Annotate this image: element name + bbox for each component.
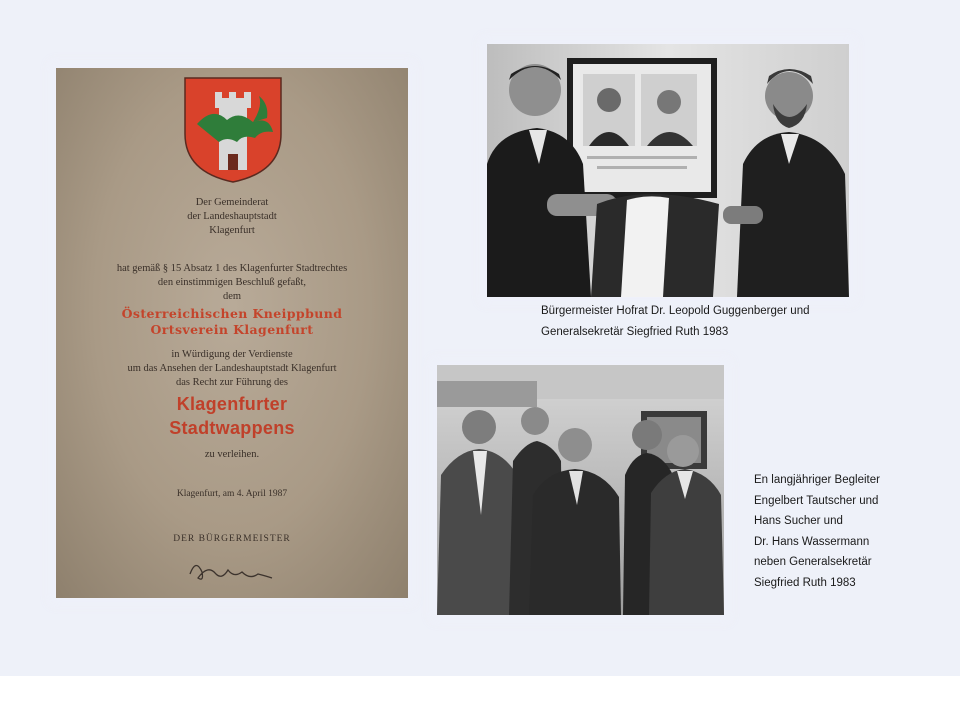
caption-bottom-line-2: Engelbert Tautscher und bbox=[754, 494, 879, 507]
cert-line-4: hat gemäß § 15 Absatz 1 des Klagenfurter Stadtrechtes bbox=[116, 263, 348, 274]
cert-line-2: der Landeshauptstadt bbox=[187, 211, 277, 222]
cert-line-5: den einstimmigen Beschluß gefaßt, bbox=[157, 277, 307, 288]
signature-icon bbox=[186, 556, 276, 586]
cert-mayor-label: DER BÜRGERMEISTER bbox=[173, 534, 291, 544]
cert-line-1: Der Gemeinderat bbox=[195, 197, 269, 208]
cert-line-11: das Recht zur Führung des bbox=[176, 377, 288, 388]
cert-title-line-1: Klagenfurter bbox=[176, 394, 288, 414]
cert-line-3: Klagenfurt bbox=[209, 225, 255, 236]
cert-date: Klagenfurt, am 4. April 1987 bbox=[176, 489, 288, 499]
caption-bottom-line-1: En langjähriger Begleiter bbox=[754, 474, 880, 486]
caption-top-line-2: Generalsekretär Siegfried Ruth 1983 bbox=[541, 326, 729, 338]
photo-mayor-handover bbox=[487, 44, 849, 297]
coat-of-arms-icon bbox=[183, 76, 283, 184]
caption-bottom-line-6: Siegfried Ruth 1983 bbox=[754, 576, 856, 589]
caption-bottom bbox=[754, 470, 934, 593]
caption-top bbox=[541, 301, 861, 343]
cert-recipient-line-2: Ortsverein Klagenfurt bbox=[150, 322, 314, 337]
caption-top-line-1: Bürgermeister Hofrat Dr. Leopold Guggenberger und bbox=[541, 305, 810, 317]
cert-title-line-2: Stadtwappens bbox=[169, 418, 295, 438]
caption-bottom-line-3: Hans Sucher und bbox=[754, 515, 843, 527]
photo-group-image bbox=[437, 365, 724, 615]
cert-line-10: um das Ansehen der Landeshauptstadt Klagenfurt bbox=[127, 363, 337, 374]
caption-bottom-line-4: Dr. Hans Wassermann bbox=[754, 535, 870, 548]
caption-bottom-line-5: neben Generalsekretär bbox=[754, 556, 872, 568]
photo-mayor-handover-image bbox=[487, 44, 849, 297]
cert-line-9: in Würdigung der Verdienste bbox=[171, 349, 293, 360]
cert-line-6: dem bbox=[222, 291, 242, 302]
photo-group bbox=[437, 365, 724, 615]
cert-line-14: zu verleihen. bbox=[204, 449, 260, 460]
cert-recipient-line-1: Österreichischen Kneippbund bbox=[121, 306, 343, 321]
certificate-photo bbox=[56, 68, 408, 598]
